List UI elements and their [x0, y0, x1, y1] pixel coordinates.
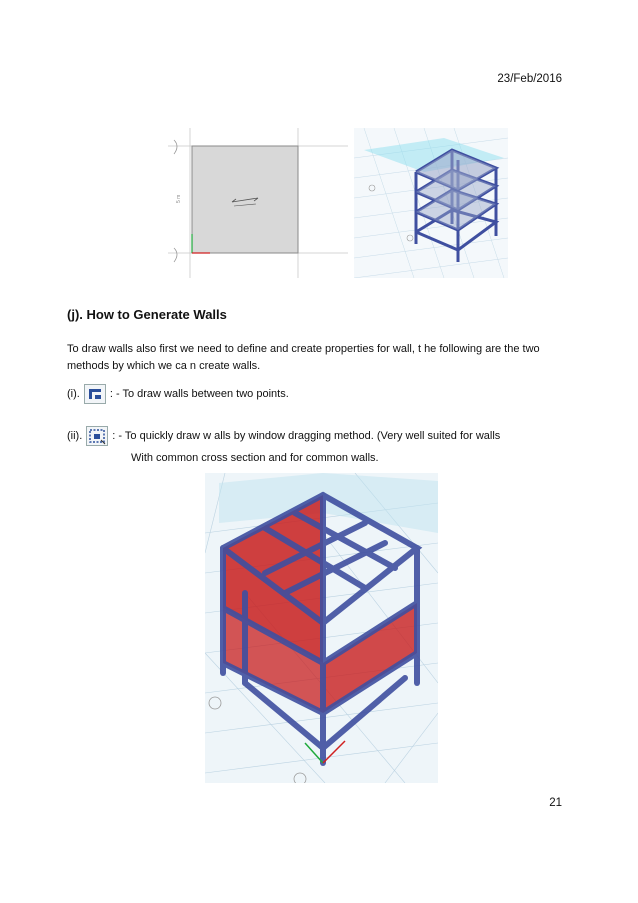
date-header: 23/Feb/2016: [497, 73, 562, 85]
section-heading: (j). How to Generate Walls: [67, 307, 227, 322]
method-text-continuation: With common cross section and for common walls.: [131, 452, 379, 464]
draw-wall-icon: [84, 384, 106, 404]
method-item-2: [67, 426, 500, 446]
walls-3d-figure: [205, 473, 438, 783]
method-marker: (ii).: [67, 430, 83, 442]
top-figure-pair: [168, 128, 508, 278]
method-text: : - To quickly draw w alls by window dragging method. (Very well suited for walls: [112, 430, 501, 442]
quick-draw-wall-icon: [86, 426, 108, 446]
method-item-1: [67, 384, 289, 404]
plan-view-figure: [168, 128, 348, 278]
method-text: : - To draw walls between two points.: [109, 388, 289, 400]
frame-3d-figure: [354, 128, 508, 278]
svg-text:5 m: 5 m: [176, 194, 182, 203]
method-marker: (i).: [67, 388, 80, 400]
page-number: 21: [549, 797, 562, 809]
intro-paragraph: To draw walls also first we need to define and create properties for wall, t he following are the two methods by which we ca n create walls.: [67, 343, 540, 372]
